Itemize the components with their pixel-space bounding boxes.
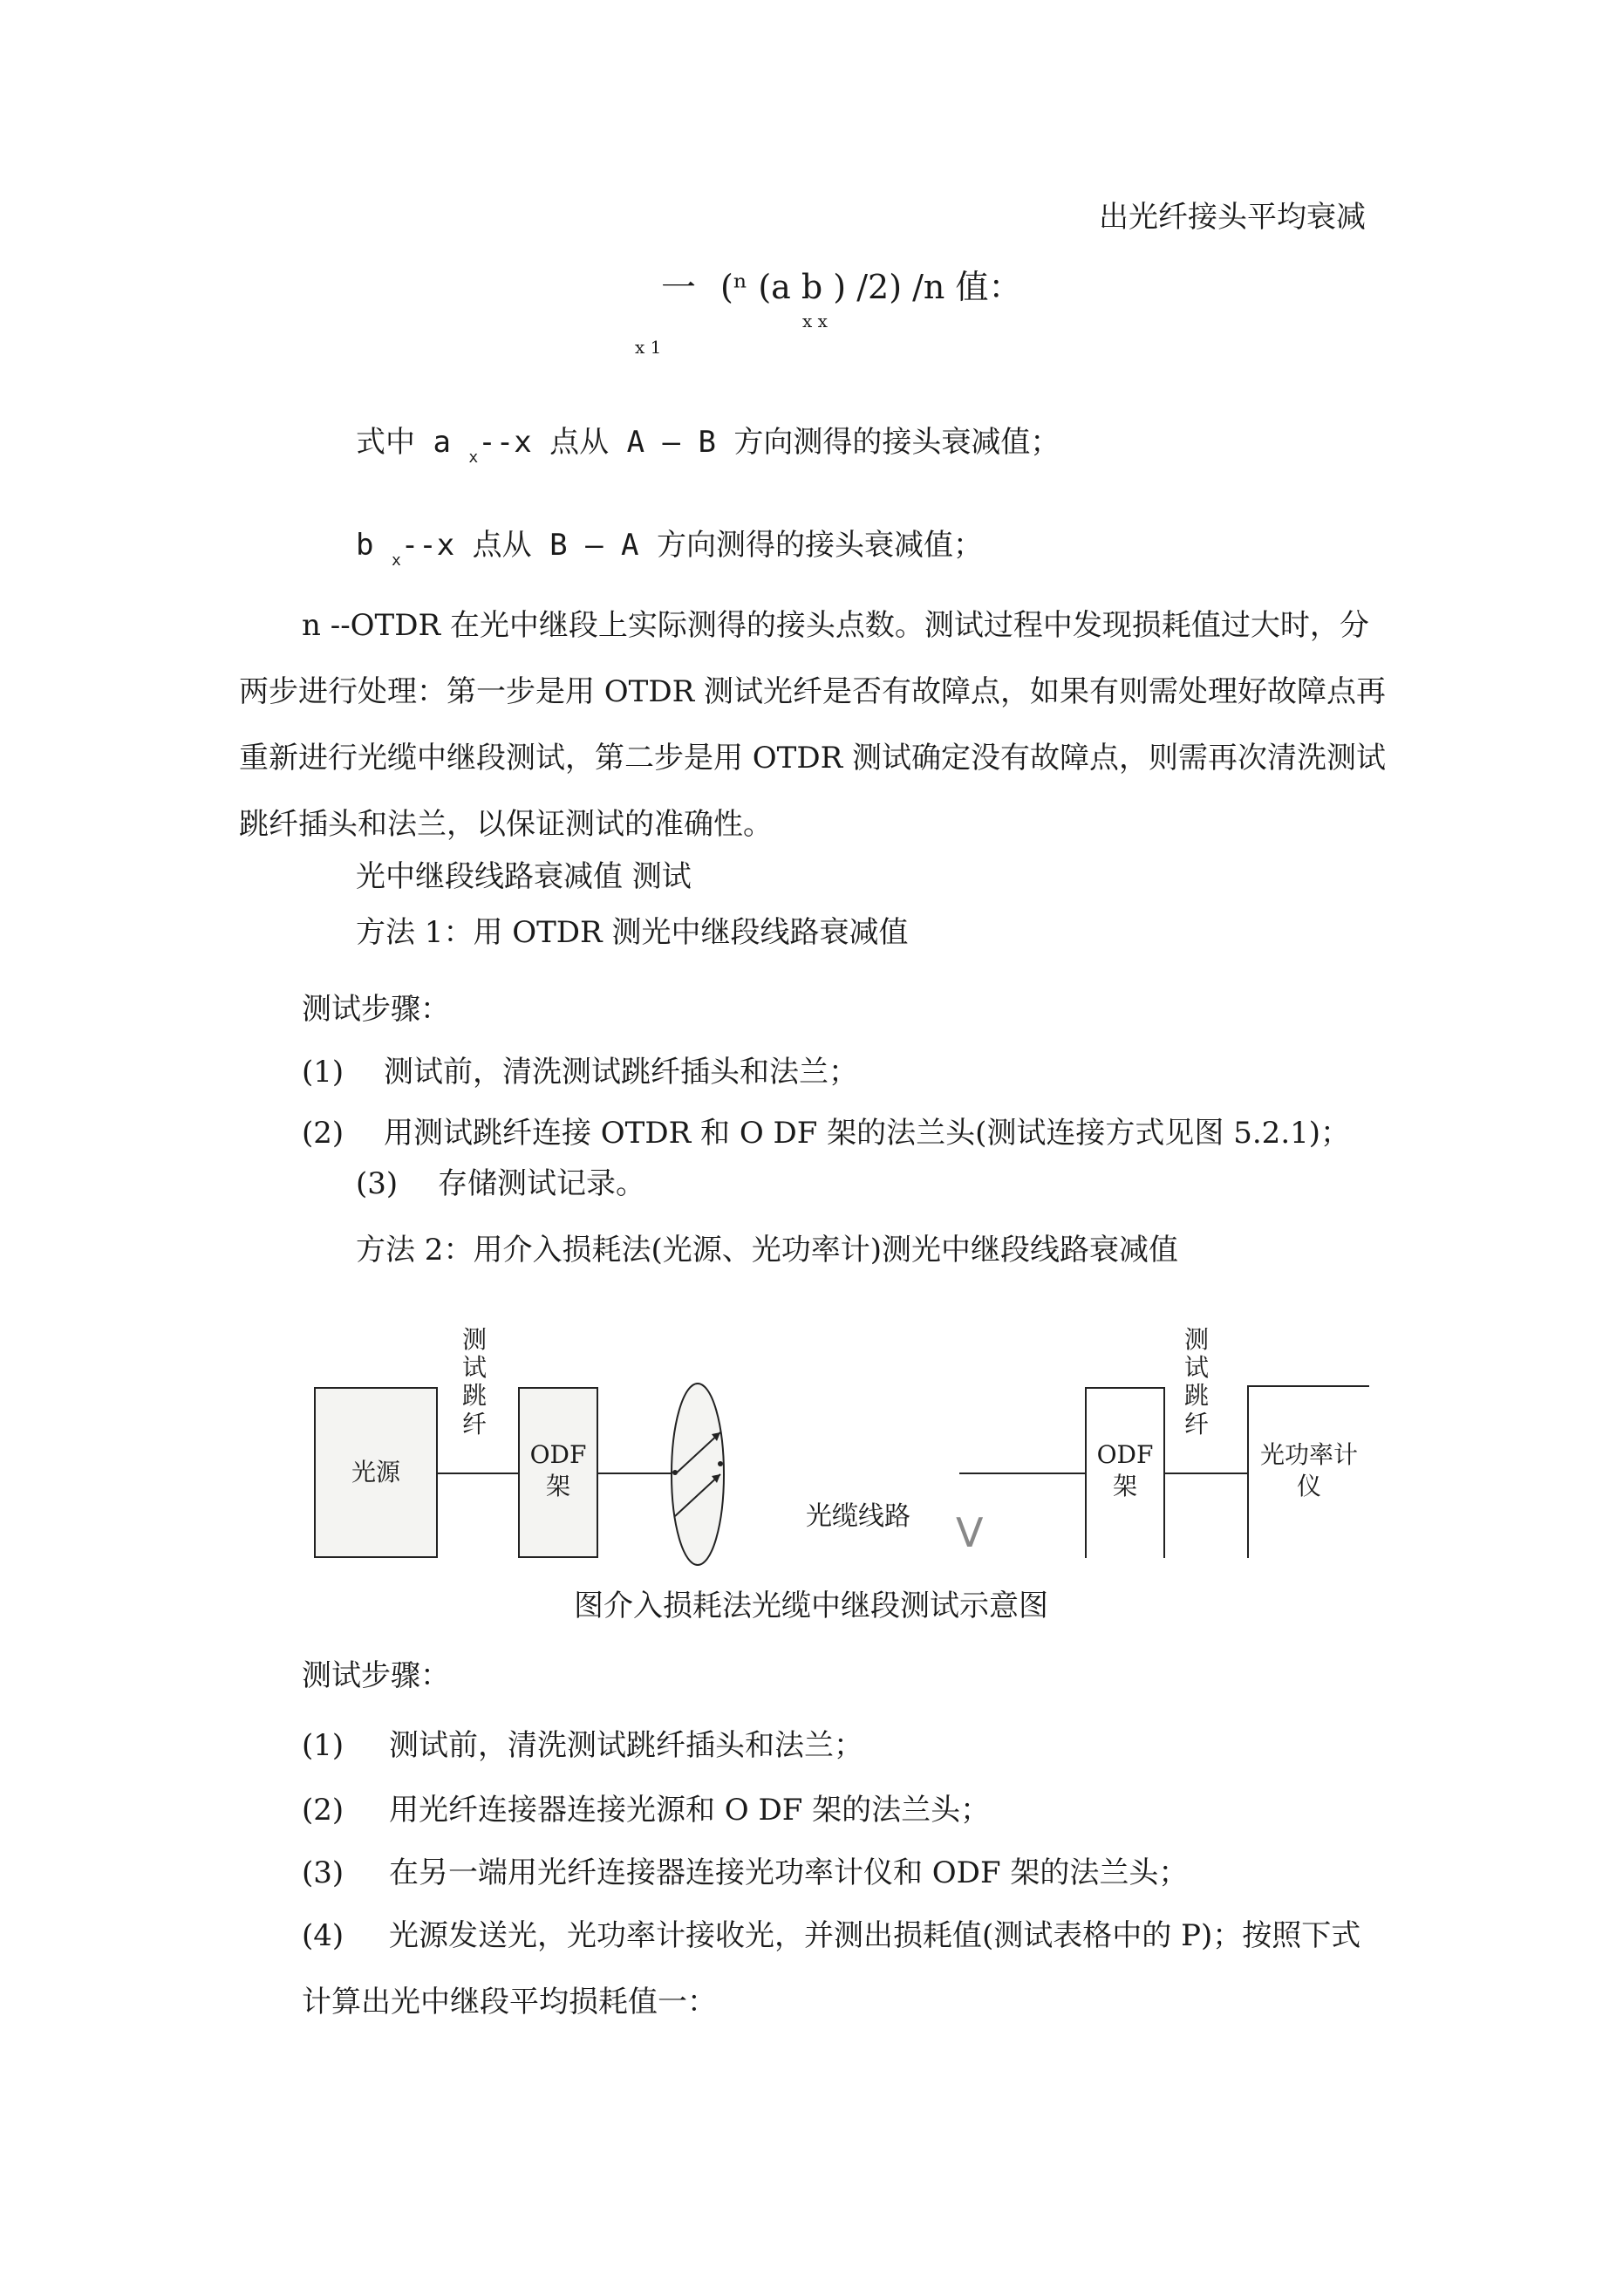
light-source-label: 光源: [351, 1458, 400, 1486]
step2-3-num: (3): [302, 1855, 344, 1890]
step2-4-text: 光源发送光，光功率计接收光，并测出损耗值(测试表格中的 P)；按照下式: [389, 1918, 1361, 1953]
step2-1-text: 测试前，清洗测试跳纤插头和法兰；: [389, 1728, 863, 1763]
step1-1-text: 测试前，清洗测试跳纤插头和法兰；: [384, 1055, 858, 1090]
def-a-pre: 式中 a: [356, 425, 469, 460]
jumper-line-left: [438, 1473, 518, 1474]
step2-2-num: (2): [302, 1793, 344, 1828]
step2-4-num: (4): [302, 1918, 344, 1953]
odf-left-label: ODF 架: [529, 1440, 587, 1501]
formula-lead: 一: [661, 268, 696, 308]
section-title: 光中继段线路衰减值 测试: [356, 859, 692, 894]
step2-3-text: 在另一端用光纤连接器连接光功率计仪和 ODF 架的法兰头；: [389, 1855, 1189, 1890]
formula-body: (ⁿ (a b ) /2) /n 值：: [720, 268, 1022, 306]
step1-3-text: 存储测试记录。: [438, 1166, 645, 1201]
def-b-post: --x 点从 B — A 方向测得的接头衰减值；: [400, 528, 983, 563]
odf-right-top-edge: [1085, 1387, 1165, 1389]
def-a-sub: x: [468, 448, 479, 467]
def-b-sub: x: [391, 551, 401, 570]
last-line: 计算出光中继段平均损耗值一：: [302, 1985, 717, 2019]
def-b: [356, 530, 983, 569]
odf-right-label: ODF 架: [1096, 1440, 1154, 1501]
power-meter-top-edge: [1247, 1385, 1369, 1387]
para-n-rest: 两步进行处理：第一步是用 OTDR 测试光纤是否有故障点，如果有则需处理好故障点再重新进行光缆中继段测试，第二步是用 OTDR 测试确定没有故障点，则需再次清洗测试跳纤插头和法兰，以保证测试的准确性。: [239, 674, 1387, 842]
def-a-post: --x 点从 A — B 方向测得的接头衰减值；: [478, 425, 1060, 460]
method1-title: 方法 1：用 OTDR 测光中继段线路衰减值: [356, 915, 909, 950]
steps2-title: 测试步骤：: [302, 1658, 450, 1693]
jumper-label-left: 测试跳纤: [461, 1325, 487, 1438]
jumper-label-right: 测试跳纤: [1183, 1325, 1209, 1438]
figure-caption: 图介入损耗法光缆中继段测试示意图: [574, 1589, 1048, 1623]
step2-2-text: 用光纤连接器连接光源和 O DF 架的法兰头；: [389, 1793, 991, 1828]
power-meter-label: 光功率计仪: [1259, 1440, 1358, 1501]
cable-cross-section-icon: [663, 1378, 733, 1570]
cable-line-right: [959, 1473, 1085, 1474]
def-b-pre: b: [356, 528, 392, 563]
formula-sub-xx: x x: [802, 311, 828, 331]
method2-title: 方法 2：用介入损耗法(光源、光功率计)测光中继段线路衰减值: [356, 1233, 1178, 1268]
heading-right: 出光纤接头平均衰减: [1099, 200, 1366, 235]
cable-label: 光缆线路: [806, 1501, 910, 1532]
step1-3-num: (3): [356, 1166, 399, 1201]
step1-1-num: (1): [302, 1055, 344, 1090]
step1-2-num: (2): [302, 1116, 344, 1151]
steps1-title: 测试步骤：: [302, 992, 450, 1027]
def-a: [356, 427, 1060, 466]
v-mark: V: [956, 1509, 984, 1556]
step2-1-num: (1): [302, 1728, 344, 1763]
formula-sub-x1: x 1: [635, 337, 662, 358]
para-n-first: n --OTDR 在光中继段上实际测得的接头点数。测试过程中发现损耗值过大时，分: [302, 608, 1369, 643]
step1-2-text: 用测试跳纤连接 OTDR 和 O DF 架的法兰头(测试连接方式见图 5.2.1)；: [384, 1116, 1351, 1151]
jumper-line-right: [1165, 1473, 1249, 1474]
power-meter-left-edge: [1247, 1385, 1249, 1558]
